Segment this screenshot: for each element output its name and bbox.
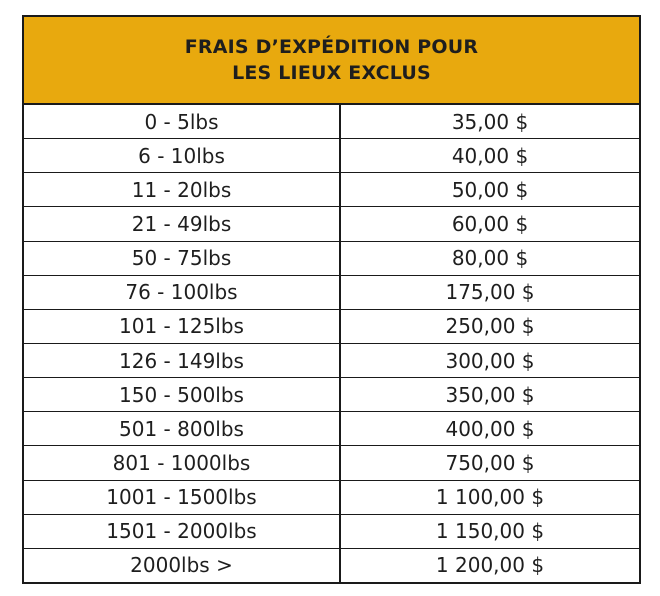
weight-cell: 101 - 125lbs — [24, 310, 341, 343]
table-row — [24, 412, 639, 446]
table-title-line-2: LES LIEUX EXCLUS — [232, 62, 431, 84]
weight-cell: 76 - 100lbs — [24, 276, 341, 309]
table-row — [24, 207, 639, 241]
price-cell: 60,00 $ — [451, 211, 529, 236]
price-cell: 1 150,00 $ — [435, 519, 545, 544]
table-row — [24, 344, 639, 378]
table-row — [24, 481, 639, 515]
shipping-fees-table — [22, 15, 641, 584]
weight-cell: 801 - 1000lbs — [24, 446, 341, 479]
weight-cell: 501 - 800lbs — [24, 412, 341, 445]
weight-cell: 21 - 49lbs — [24, 207, 341, 240]
price-cell: 1 100,00 $ — [435, 485, 545, 510]
price-cell: 50,00 $ — [451, 177, 529, 202]
price-cell: 1 200,00 $ — [435, 553, 545, 578]
table-row — [24, 310, 639, 344]
price-cell: 80,00 $ — [451, 246, 529, 271]
table-title-line-1: FRAIS D’EXPÉDITION POUR — [184, 36, 479, 58]
price-cell: 35,00 $ — [451, 109, 529, 134]
weight-cell: 0 - 5lbs — [24, 105, 341, 138]
table-row — [24, 105, 639, 139]
weight-cell: 1501 - 2000lbs — [24, 515, 341, 548]
weight-cell: 2000lbs > — [24, 549, 341, 582]
price-cell: 350,00 $ — [445, 382, 535, 407]
table-row — [24, 446, 639, 480]
price-cell: 750,00 $ — [445, 450, 535, 475]
table-row — [24, 139, 639, 173]
table-row — [24, 276, 639, 310]
table-body — [24, 105, 639, 582]
table-row — [24, 242, 639, 276]
table-row — [24, 378, 639, 412]
price-cell: 400,00 $ — [445, 416, 535, 441]
price-cell: 300,00 $ — [445, 348, 535, 373]
price-cell: 175,00 $ — [445, 280, 535, 305]
weight-cell: 11 - 20lbs — [24, 173, 341, 206]
table-row — [24, 515, 639, 549]
weight-cell: 6 - 10lbs — [24, 139, 341, 172]
table-header — [24, 17, 639, 105]
weight-cell: 126 - 149lbs — [24, 344, 341, 377]
weight-cell: 50 - 75lbs — [24, 242, 341, 275]
table-row — [24, 173, 639, 207]
weight-cell: 150 - 500lbs — [24, 378, 341, 411]
table-row — [24, 549, 639, 582]
price-cell: 250,00 $ — [445, 314, 535, 339]
price-cell: 40,00 $ — [451, 143, 529, 168]
weight-cell: 1001 - 1500lbs — [24, 481, 341, 514]
